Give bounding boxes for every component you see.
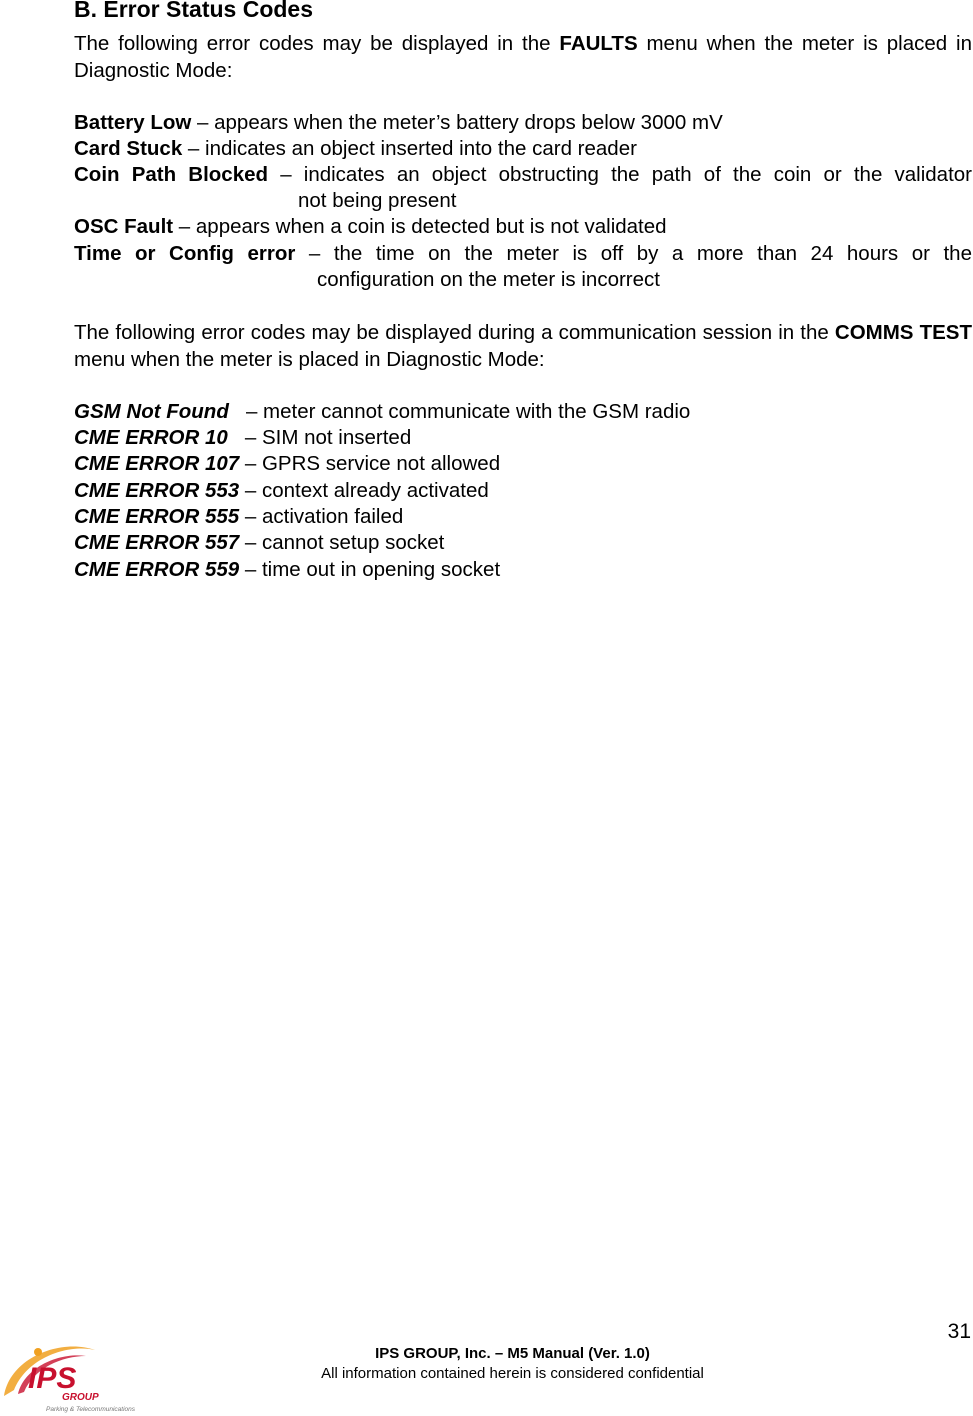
comms-desc: – meter cannot communicate with the GSM radio: [228, 400, 691, 423]
fault-item-coin-path-blocked: [74, 162, 972, 189]
comms-term: GSM Not Found: [74, 400, 229, 423]
comms-intro-text-end: menu when the meter is placed in Diagnostic Mode:: [74, 347, 545, 371]
fault-desc-continuation: not being present: [298, 189, 457, 212]
fault-term: OSC Fault: [74, 215, 174, 238]
comms-desc: – cannot setup socket: [239, 531, 445, 554]
comms-item: [74, 478, 972, 505]
ips-group-logo: [0, 1338, 150, 1416]
comms-item: [74, 504, 972, 531]
footer-confidential-note: All information contained herein is considered confidential: [321, 1365, 704, 1382]
comms-term: CME ERROR 557: [74, 531, 240, 554]
logo-dot: [34, 1348, 42, 1356]
fault-desc: – appears when the meter’s battery drops below 3000 mV: [191, 111, 723, 134]
page-number: 31: [947, 1320, 971, 1343]
fault-term: Time or Config error: [74, 242, 296, 265]
comms-intro-text: The following error codes may be displayed during a communication session in the: [74, 321, 835, 344]
fault-term: Card Stuck: [74, 137, 183, 160]
comms-desc: – activation failed: [239, 505, 404, 528]
fault-desc: – appears when a coin is detected but is not validated: [173, 215, 667, 238]
fault-desc-continuation: configuration on the meter is incorrect: [317, 268, 660, 291]
faults-intro-text-end: menu when the meter is placed in Diagnostic Mode:: [74, 32, 972, 82]
comms-desc: – time out in opening socket: [239, 558, 501, 581]
comms-desc: – SIM not inserted: [227, 426, 412, 449]
comms-term: CME ERROR 107: [74, 452, 240, 475]
faults-intro: [74, 31, 972, 84]
comms-item: [74, 399, 972, 426]
comms-term: CME ERROR 553: [74, 479, 240, 502]
comms-term: CME ERROR 10: [74, 426, 228, 449]
fault-item-battery-low: [74, 110, 972, 137]
fault-desc: – the time on the meter is off by a more than 24 hours or the: [295, 242, 972, 265]
comms-item: [74, 451, 972, 478]
comms-item: [74, 425, 972, 452]
fault-desc: – indicates an object inserted into the card reader: [182, 137, 637, 160]
logo-tagline: Parking & Telecommunications: [46, 1406, 135, 1413]
section-heading: B. Error Status Codes: [74, 0, 313, 22]
comms-menu-name: COMMS TEST: [834, 321, 972, 344]
fault-item-time-config-error: [74, 241, 972, 268]
logo-group-text: GROUP: [62, 1392, 99, 1403]
fault-term: Coin Path Blocked: [74, 163, 269, 186]
fault-item-card-stuck: [74, 136, 972, 163]
fault-desc: – indicates an object obstructing the path of the coin or the validator: [268, 163, 973, 186]
fault-item-osc-fault: [74, 214, 972, 241]
footer-title: IPS GROUP, Inc. – M5 Manual (Ver. 1.0): [375, 1345, 650, 1362]
comms-desc: – GPRS service not allowed: [239, 452, 501, 475]
comms-item: [74, 530, 972, 557]
faults-intro-text: The following error codes may be displayed in the: [74, 32, 560, 55]
comms-term: CME ERROR 555: [74, 505, 240, 528]
comms-item: [74, 557, 972, 584]
faults-menu-name: FAULTS: [559, 32, 638, 55]
fault-term: Battery Low: [74, 111, 192, 134]
logo-ips-text: IPS: [28, 1362, 77, 1395]
comms-intro: [74, 320, 972, 373]
comms-desc: – context already activated: [239, 479, 489, 502]
comms-term: CME ERROR 559: [74, 558, 240, 581]
